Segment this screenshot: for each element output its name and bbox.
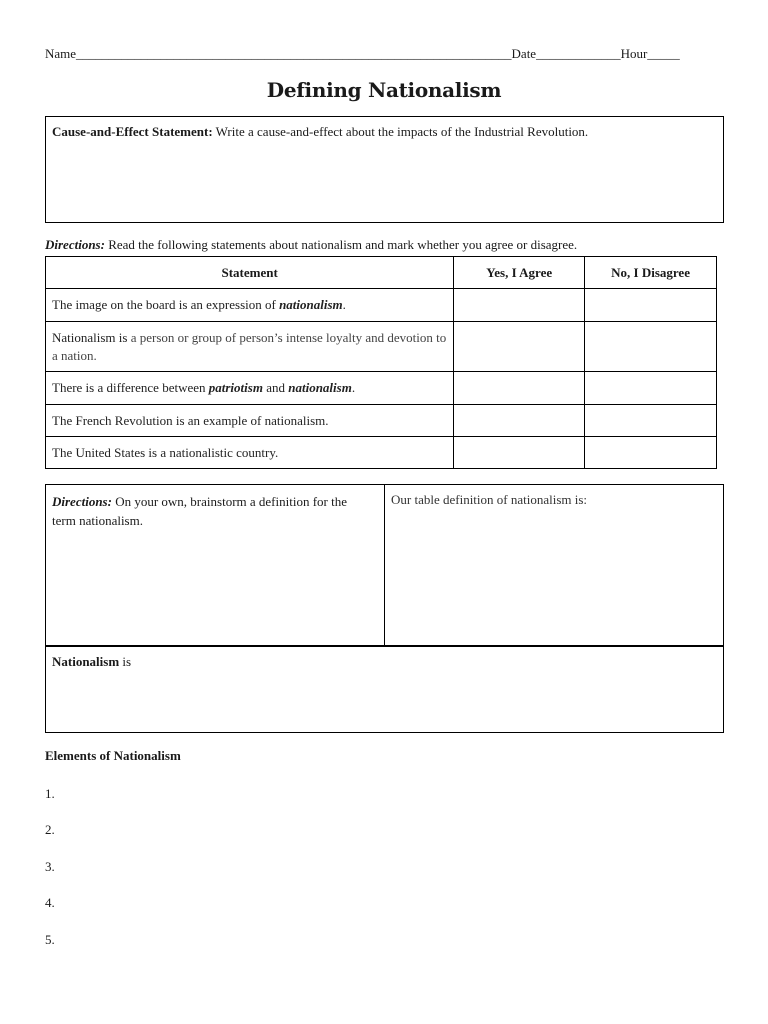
- list-item: 2.: [45, 822, 55, 837]
- table-header-row: [46, 257, 717, 289]
- statement-cell: The United States is a nationalistic country.: [46, 437, 454, 469]
- agree-cell[interactable]: [454, 437, 585, 469]
- table-row: [46, 372, 717, 405]
- agree-cell[interactable]: [454, 289, 585, 322]
- table-row: [46, 289, 717, 322]
- table-definition-area[interactable]: Our table definition of nationalism is:: [391, 492, 588, 507]
- directions-text: Read the following statements about nationalism and mark whether you agree or disagree.: [104, 237, 578, 252]
- agree-cell[interactable]: [454, 372, 585, 405]
- statement-cell: There is a difference between patriotism and nationalism.: [46, 372, 454, 405]
- nationalism-is: is: [119, 654, 132, 669]
- directions-label: Directions:: [45, 237, 105, 252]
- statements-table: [45, 256, 717, 469]
- divider: [384, 485, 385, 645]
- cause-effect-prompt: Write a cause-and-effect about the impacts of the Industrial Revolution.: [212, 124, 589, 139]
- brainstorm-box: [45, 484, 724, 733]
- agree-cell[interactable]: [454, 322, 585, 372]
- table-row: [46, 405, 717, 437]
- brainstorm-directions-text: On your own, brainstorm a definition for the term nationalism.: [52, 494, 347, 528]
- elements-title: Elements of Nationalism: [45, 748, 181, 763]
- list-item: 3.: [45, 859, 55, 874]
- nationalism-definition-area[interactable]: [52, 654, 131, 670]
- statement-cell: The French Revolution is an example of nationalism.: [46, 405, 454, 437]
- header-disagree: No, I Disagree: [585, 257, 717, 289]
- disagree-cell[interactable]: [585, 405, 717, 437]
- list-item: 5.: [45, 932, 55, 947]
- divider: [46, 645, 723, 647]
- name-date-hour-line: Name___________________________________________________________________Date_____________Hour_____: [45, 46, 680, 61]
- header-statement: Statement: [46, 257, 454, 289]
- directions-agree-disagree: [45, 237, 577, 253]
- page-title: Defining Nationalism: [266, 78, 502, 102]
- brainstorm-area[interactable]: [52, 492, 374, 530]
- list-item: 1.: [45, 786, 55, 801]
- nationalism-label: Nationalism: [52, 654, 120, 669]
- disagree-cell[interactable]: [585, 372, 717, 405]
- disagree-cell[interactable]: [585, 289, 717, 322]
- list-item: 4.: [45, 895, 55, 910]
- table-row: [46, 437, 717, 469]
- header-agree: Yes, I Agree: [454, 257, 585, 289]
- cause-effect-box[interactable]: [45, 116, 724, 223]
- brainstorm-directions-label: Directions:: [52, 494, 112, 509]
- table-row: [46, 322, 717, 372]
- disagree-cell[interactable]: [585, 437, 717, 469]
- statement-cell: Nationalism is a person or group of person’s intense loyalty and devotion to a nation.: [46, 322, 454, 372]
- cause-effect-label: Cause-and-Effect Statement:: [52, 124, 213, 139]
- statement-cell: The image on the board is an expression of nationalism.: [46, 289, 454, 322]
- agree-cell[interactable]: [454, 405, 585, 437]
- disagree-cell[interactable]: [585, 322, 717, 372]
